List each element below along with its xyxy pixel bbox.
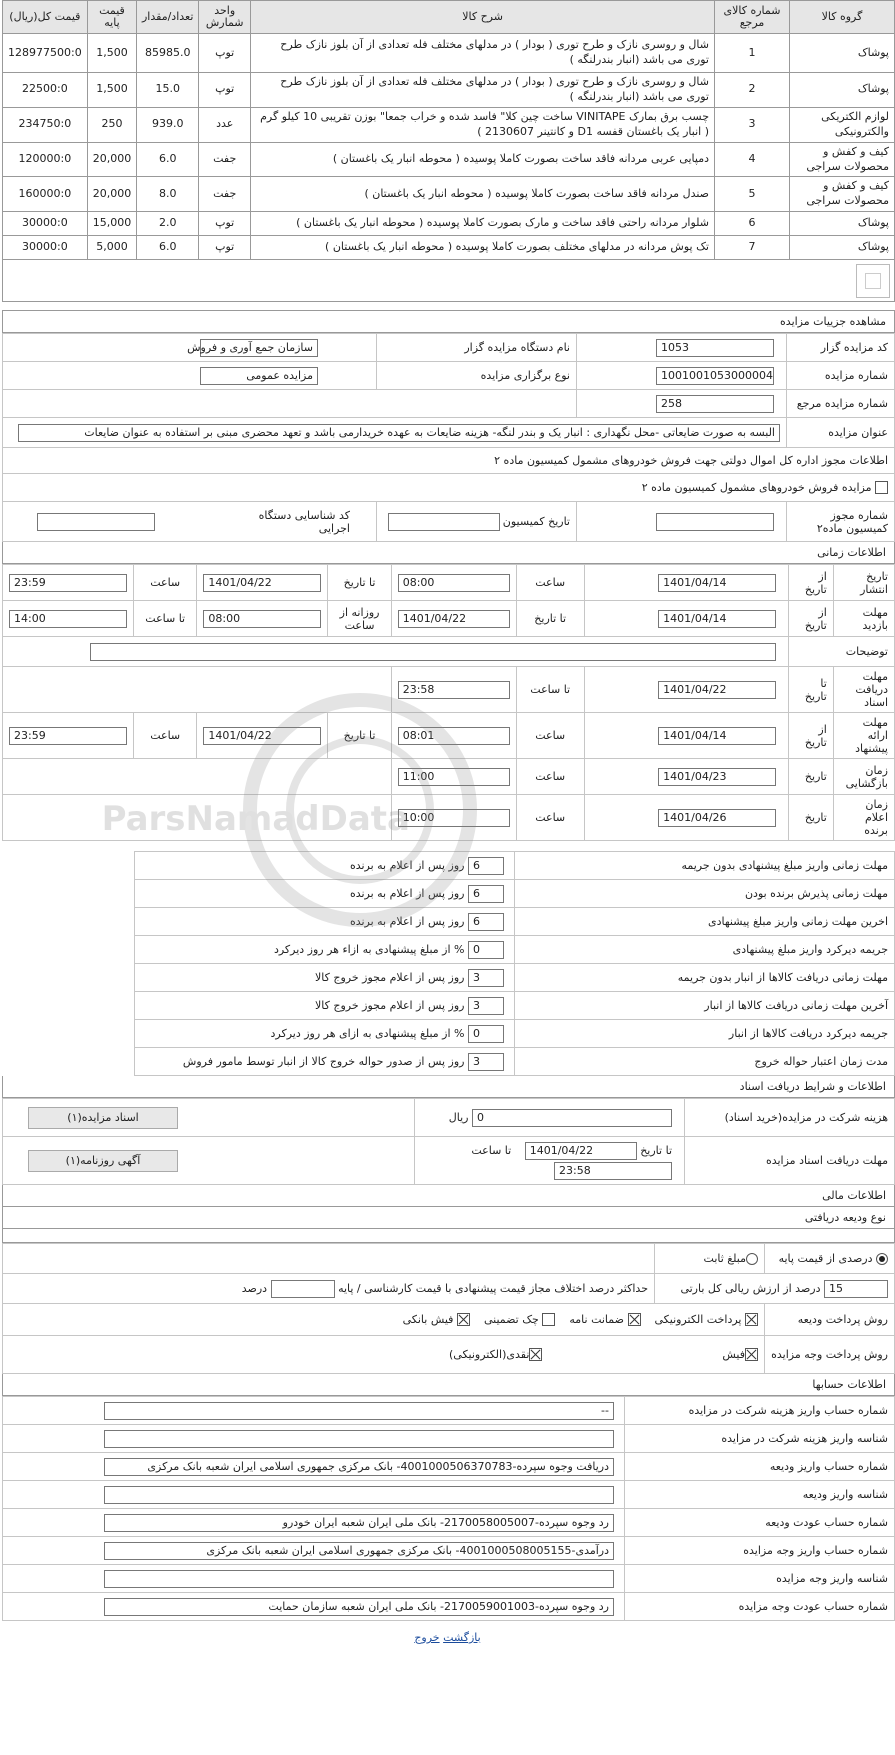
cell-group: لوازم الکتریکی والکترونیکی <box>790 107 895 142</box>
pay-method-checkbox[interactable] <box>745 1313 758 1326</box>
cell-group: پوشاک <box>790 34 895 73</box>
publish-from-date[interactable]: 1401/04/14 <box>658 574 776 592</box>
deadline-label: مهلت زمانی دریافت کالاها از انبار بدون جریمه <box>515 964 895 992</box>
docs-to-hour-label: تا ساعت <box>516 667 584 713</box>
price-method-checkbox[interactable] <box>745 1348 758 1361</box>
finance-title: اطلاعات مالی <box>2 1185 895 1207</box>
time-table <box>2 564 895 841</box>
table-row <box>3 177 895 212</box>
cell-base: 250 <box>87 107 137 142</box>
receive-to-date-label: تا تاریخ <box>640 1143 672 1157</box>
account-row <box>3 1453 895 1481</box>
account-label: شماره حساب عودت ودیعه <box>625 1509 895 1537</box>
cell-unit: توپ <box>199 34 251 73</box>
fixed-label: مبلغ ثابت <box>703 1252 746 1266</box>
cell-total: 128977500:0 <box>3 34 88 73</box>
publish-from-hour-label: ساعت <box>516 565 584 601</box>
account-label: شماره حساب واریز وجه مزایده <box>625 1537 895 1565</box>
cell-base: 20,000 <box>87 177 137 212</box>
notes-field[interactable] <box>90 643 776 661</box>
deadline-row <box>3 852 895 880</box>
cell-group: پوشاک <box>790 73 895 108</box>
permit-info: اطلاعات مجوز اداره کل اموال دولتی جهت فروش خودروهای مشمول کمیسیون ماده ۲ <box>3 448 895 474</box>
pay-method-option[interactable] <box>484 1313 555 1326</box>
account-row <box>3 1397 895 1425</box>
cell-desc: دمپایی عربی مردانه فاقد ساخت بصورت کاملا پوسیده ( محوطه انبار یک باغستان ) <box>251 142 715 177</box>
pay-method-label: فیش بانکی <box>402 1312 454 1326</box>
visit-to-label: تا تاریخ <box>516 601 584 637</box>
deadline-value[interactable]: 6 <box>468 913 504 931</box>
account-field[interactable]: رد وجوه سپرده-2170059001003- بانک ملی ایران شعبه سازمان حمایت <box>104 1598 614 1616</box>
cell-desc: شال و روسری نازک و طرح توری ( بودار ) در مدلهای مختلف فله تعدادی از آن بلوز نازک طرح توری می باشد (انبار بندرلنگه ) <box>251 34 715 73</box>
price-method-option[interactable] <box>722 1348 758 1361</box>
table-row <box>3 236 895 260</box>
cell-refno: 1 <box>715 34 790 73</box>
pay-method-checkbox[interactable] <box>457 1313 470 1326</box>
image-box <box>2 260 895 302</box>
deadline-label: جریمه دیرکرد دریافت کالاها از انبار <box>515 1020 895 1048</box>
visit-daily-label: روزانه از ساعت <box>328 601 391 637</box>
account-field[interactable]: رد وجوه سپرده-2170058005007- بانک ملی ایران شعبه ایران خودرو <box>104 1514 614 1532</box>
details-title: مشاهده جزییات مزایده <box>2 310 895 333</box>
cell-total: 234750:0 <box>3 107 88 142</box>
type-field[interactable]: مزایده عمومی <box>200 367 318 385</box>
open-time[interactable]: 11:00 <box>398 768 510 786</box>
deadline-suffix: % از مبلغ پیشنهادی به ازاء هر روز دیرکرد <box>273 942 465 956</box>
table-row <box>3 142 895 177</box>
cell-unit: عدد <box>199 107 251 142</box>
pay-method-label: روش پرداخت ودیعه <box>765 1304 895 1336</box>
price-method-checkbox[interactable] <box>529 1348 542 1361</box>
percent-radio[interactable] <box>876 1253 888 1265</box>
max-diff-unit: درصد <box>241 1281 268 1295</box>
winner-hour-label: ساعت <box>516 795 584 841</box>
cell-unit: جفت <box>199 142 251 177</box>
deadline-row <box>3 992 895 1020</box>
cell-desc: شلوار مردانه راحتی فاقد ساخت و مارک بصورت کاملا پوسیده ( محوطه انبار یک باغستان ) <box>251 212 715 236</box>
deadline-value[interactable]: 0 <box>468 941 504 959</box>
col-unit: واحد شمارش <box>199 1 251 34</box>
open-date-label: تاریخ <box>789 759 834 795</box>
offer-to-date[interactable]: 1401/04/22 <box>203 727 321 745</box>
deadline-value[interactable]: 0 <box>468 1025 504 1043</box>
col-qty: تعداد/مقدار <box>137 1 199 34</box>
account-label: شناسه واریز هزینه شرکت در مزایده <box>625 1425 895 1453</box>
pay-method-label: پرداخت الکترونیکی <box>654 1312 742 1326</box>
goods-header <box>3 1 895 34</box>
col-total: قیمت کل(ریال) <box>3 1 88 34</box>
cell-desc: شال و روسری نازک و طرح توری ( بودار ) در مدلهای مختلف فله تعدادی از آن بلوز نازک طرح توری می باشد (انبار بندرلنگه ) <box>251 73 715 108</box>
account-row <box>3 1593 895 1621</box>
cell-total: 120000:0 <box>3 142 88 177</box>
ref-field[interactable]: 258 <box>656 395 774 413</box>
publish-from-time[interactable]: 08:00 <box>398 574 510 592</box>
account-row <box>3 1425 895 1453</box>
org-field[interactable]: سازمان جمع آوری و فروش <box>200 339 318 357</box>
image-thumbnail[interactable] <box>856 264 890 298</box>
col-base: قیمت پایه <box>87 1 137 34</box>
spacer <box>2 1229 895 1243</box>
deadline-label: مهلت زمانی واریز مبلغ پیشنهادی بدون جریمه <box>515 852 895 880</box>
fee-field[interactable]: 0 <box>472 1109 672 1127</box>
price-method-label: فیش <box>722 1347 745 1361</box>
deadline-suffix: روز پس از صدور حواله خروج کالا از انبار توسط مامور فروش <box>182 1054 465 1068</box>
visit-from-label: از تاریخ <box>789 601 834 637</box>
deadline-suffix: روز پس از اعلام به برنده <box>349 858 465 872</box>
cell-qty: 939.0 <box>137 107 199 142</box>
cell-desc: تک پوش مردانه در مدلهای مختلف بصورت کاملا پوسیده ( محوطه انبار یک باغستان ) <box>251 236 715 260</box>
cell-base: 5,000 <box>87 236 137 260</box>
visit-to-date[interactable]: 1401/04/22 <box>398 610 510 628</box>
ref-label: شماره مزایده مرجع <box>787 390 895 418</box>
account-label: شماره حساب واریز ودیعه <box>625 1453 895 1481</box>
publish-to-label: تا تاریخ <box>328 565 391 601</box>
account-field[interactable] <box>104 1486 614 1504</box>
watermark-text: ParsNamadData <box>101 799 410 839</box>
pay-method-label: چک تضمینی <box>483 1312 539 1326</box>
percent-field[interactable]: 15 <box>824 1280 888 1298</box>
details-table <box>2 333 895 542</box>
receive-time[interactable]: 23:58 <box>554 1162 672 1180</box>
commission-date-label: تاریخ کمیسیون <box>502 515 570 529</box>
pay-method-option[interactable] <box>655 1313 759 1326</box>
deadline-label: مدت زمان اعتبار حواله خروج <box>515 1048 895 1076</box>
deadline-row <box>3 964 895 992</box>
cell-base: 1,500 <box>87 34 137 73</box>
cell-qty: 85985.0 <box>137 34 199 73</box>
cell-unit: توپ <box>199 212 251 236</box>
cell-total: 30000:0 <box>3 212 88 236</box>
type-label: نوع برگزاری مزایده <box>377 362 577 390</box>
deadline-value[interactable]: 6 <box>468 857 504 875</box>
account-label: شناسه واریز ودیعه <box>625 1481 895 1509</box>
visit-daily-to[interactable]: 14:00 <box>9 610 127 628</box>
cell-group: پوشاک <box>790 236 895 260</box>
docs-title: اطلاعات و شرایط دریافت اسناد <box>2 1076 895 1098</box>
offer-from-hour-label: ساعت <box>516 713 584 759</box>
visit-label: مهلت بازدید <box>833 601 894 637</box>
offer-to-label: تا تاریخ <box>328 713 391 759</box>
cell-group: کیف و کفش و محصولات سراجی <box>790 142 895 177</box>
cell-group: کیف و کفش و محصولات سراجی <box>790 177 895 212</box>
accounts-title: اطلاعات حسابها <box>2 1374 895 1396</box>
finance-table <box>2 1243 895 1374</box>
cell-total: 30000:0 <box>3 236 88 260</box>
account-row <box>3 1509 895 1537</box>
exit-link[interactable]: خروج <box>414 1631 440 1645</box>
time-title: اطلاعات زمانی <box>2 542 895 564</box>
open-label: زمان بازگشایی <box>833 759 894 795</box>
max-diff-label: حداکثر درصد اختلاف مجاز قیمت پیشنهادی با قیمت کارشناسی / پایه <box>338 1281 648 1295</box>
pay-method-option[interactable] <box>403 1313 470 1326</box>
subject-field[interactable]: البسه به صورت ضایعاتی -محل نگهداری : انبار یک و بندر لنگه- هزینه ضایعات به عهده خریدارمی باشد و تعهد محضری مبنی بر استفاده به عنوان ضایعات <box>18 424 780 442</box>
docs-to-date[interactable]: 1401/04/22 <box>658 681 776 699</box>
col-desc: شرح کالا <box>251 1 715 34</box>
account-field[interactable] <box>104 1570 614 1588</box>
number-label: شماره مزایده <box>787 362 895 390</box>
pay-method-option[interactable] <box>569 1313 640 1326</box>
deadline-row <box>3 936 895 964</box>
visit-from-date[interactable]: 1401/04/14 <box>658 610 776 628</box>
deadline-value[interactable]: 3 <box>468 969 504 987</box>
offer-from-date[interactable]: 1401/04/14 <box>658 727 776 745</box>
winner-date[interactable]: 1401/04/26 <box>658 809 776 827</box>
publish-from-label: از تاریخ <box>789 565 834 601</box>
fee-unit: ریال <box>448 1110 469 1124</box>
notes-label: توضیحات <box>789 637 895 667</box>
account-label: شماره حساب واریز هزینه شرکت در مزایده <box>625 1397 895 1425</box>
table-row <box>3 73 895 108</box>
publish-to-time[interactable]: 23:59 <box>9 574 127 592</box>
receive-label: مهلت دریافت اسناد مزایده <box>685 1137 895 1185</box>
cell-qty: 8.0 <box>137 177 199 212</box>
docs-to-time[interactable]: 23:58 <box>398 681 510 699</box>
account-label: شناسه واریز وجه مزایده <box>625 1565 895 1593</box>
car-sale-checkbox[interactable] <box>875 481 888 494</box>
table-row <box>3 34 895 73</box>
exec-code-label: کد شناسایی دستگاه اجرایی <box>258 508 350 535</box>
price-method-option[interactable] <box>449 1348 542 1361</box>
goods-table <box>2 0 895 260</box>
max-diff-field[interactable] <box>271 1280 335 1298</box>
account-field[interactable] <box>104 1430 614 1448</box>
cell-unit: توپ <box>199 236 251 260</box>
deadline-label: اخرین مهلت زمانی واریز مبلغ پیشنهادی <box>515 908 895 936</box>
fee-label: هزینه شرکت در مزایده(خرید اسناد) <box>685 1099 895 1137</box>
cell-refno: 5 <box>715 177 790 212</box>
publish-to-hour-label: ساعت <box>134 565 197 601</box>
cell-total: 160000:0 <box>3 177 88 212</box>
permit-no-label: شماره مجوز کمیسیون ماده۲ <box>787 502 895 542</box>
newspaper-ad-button[interactable]: آگهی روزنامه(۱) <box>28 1150 178 1172</box>
deposit-type-label: نوع ودیعه دریافتی <box>2 1207 895 1229</box>
org-label: نام دستگاه مزایده گزار <box>377 334 577 362</box>
account-label: شماره حساب عودت وجه مزایده <box>625 1593 895 1621</box>
winner-label: زمان اعلام برنده <box>833 795 894 841</box>
cell-qty: 6.0 <box>137 236 199 260</box>
cell-base: 15,000 <box>87 212 137 236</box>
deadline-suffix: روز پس از اعلام مجوز خروج کالا <box>315 998 465 1012</box>
deadline-row <box>3 880 895 908</box>
account-row <box>3 1481 895 1509</box>
accounts-table <box>2 1396 895 1621</box>
cell-base: 1,500 <box>87 73 137 108</box>
footer <box>0 1631 895 1644</box>
account-field[interactable]: درآمدی-400100050800515‌5- بانک مرکزی جمهوری اسلامی ایران شعبه بانک مرکزی <box>104 1542 614 1560</box>
offer-from-label: از تاریخ <box>789 713 834 759</box>
offer-to-hour-label: ساعت <box>134 713 197 759</box>
deadline-value[interactable]: 3 <box>468 997 504 1015</box>
deadlines-table <box>2 851 895 1076</box>
cell-refno: 7 <box>715 236 790 260</box>
offer-label: مهلت ارائه پیشنهاد <box>833 713 894 759</box>
percent-text: درصد از ارزش ریالی کل بارتی <box>680 1281 821 1295</box>
deadline-suffix: روز پس از اعلام به برنده <box>349 886 465 900</box>
open-hour-label: ساعت <box>516 759 584 795</box>
pay-method-checkbox[interactable] <box>628 1313 641 1326</box>
car-sale-label: مزایده فروش خودروهای مشمول کمیسیون ماده ۲ <box>641 480 872 494</box>
commission-date-field[interactable] <box>388 513 500 531</box>
winner-time[interactable]: 10:00 <box>398 809 510 827</box>
deadline-row <box>3 908 895 936</box>
cell-refno: 2 <box>715 73 790 108</box>
cell-unit: توپ <box>199 73 251 108</box>
cell-base: 20,000 <box>87 142 137 177</box>
code-label: کد مزایده گزار <box>787 334 895 362</box>
open-date[interactable]: 1401/04/23 <box>658 768 776 786</box>
price-method-label: نقدی(الکترونیکی) <box>448 1347 530 1361</box>
publish-to-date[interactable]: 1401/04/22 <box>203 574 321 592</box>
publish-label: تاریخ انتشار <box>833 565 894 601</box>
account-row <box>3 1565 895 1593</box>
deadline-row <box>3 1048 895 1076</box>
docs-table <box>2 1098 895 1185</box>
deadline-label: آخرین مهلت زمانی دریافت کالاها از انبار <box>515 992 895 1020</box>
col-group: گروه کالا <box>790 1 895 34</box>
price-method-label: روش پرداخت وجه مزایده <box>765 1336 895 1374</box>
pay-method-checkbox[interactable] <box>542 1313 555 1326</box>
winner-date-label: تاریخ <box>789 795 834 841</box>
back-link[interactable]: بازگشت <box>443 1631 481 1645</box>
deadline-suffix: روز پس از اعلام مجوز خروج کالا <box>315 970 465 984</box>
cell-refno: 4 <box>715 142 790 177</box>
visit-daily-from[interactable]: 08:00 <box>203 610 321 628</box>
cell-qty: 6.0 <box>137 142 199 177</box>
percent-base-label: درصدی از قیمت پایه <box>778 1252 873 1266</box>
deadline-value[interactable]: 3 <box>468 1053 504 1071</box>
fixed-radio[interactable] <box>746 1253 758 1265</box>
cell-refno: 3 <box>715 107 790 142</box>
account-field[interactable]: دریافت وجوه سپرده-400100050637078‌3- بانک مرکزی جمهوری اسلامی ایران شعبه بانک مرکزی <box>104 1458 614 1476</box>
receive-to-hour-label: تا ساعت <box>471 1143 512 1157</box>
offer-to-time[interactable]: 23:59 <box>9 727 127 745</box>
cell-refno: 6 <box>715 212 790 236</box>
cell-unit: جفت <box>199 177 251 212</box>
receive-date[interactable]: 1401/04/22 <box>525 1142 637 1160</box>
deadline-value[interactable]: 6 <box>468 885 504 903</box>
deadline-suffix: روز پس از اعلام به برنده <box>349 914 465 928</box>
subject-label: عنوان مزایده <box>787 418 895 448</box>
auction-docs-button[interactable]: اسناد مزایده(۱) <box>28 1107 178 1129</box>
number-field[interactable]: 1001001053000004 <box>656 367 774 385</box>
table-row <box>3 107 895 142</box>
permit-no-field[interactable] <box>656 513 774 531</box>
cell-total: 22500:0 <box>3 73 88 108</box>
col-refno: شماره کالای مرجع <box>715 1 790 34</box>
cell-qty: 15.0 <box>137 73 199 108</box>
visit-to-hour-label: تا ساعت <box>134 601 197 637</box>
cell-group: پوشاک <box>790 212 895 236</box>
cell-desc: صندل مردانه فاقد ساخت بصورت کاملا پوسیده ( محوطه انبار یک باغستان ) <box>251 177 715 212</box>
account-field[interactable]: -- <box>104 1402 614 1420</box>
account-row <box>3 1537 895 1565</box>
deadline-label: جریمه دیرکرد واریز مبلغ پیشنهادی <box>515 936 895 964</box>
deadline-suffix: % از مبلغ پیشنهادی به ازای هر روز دیرکرد <box>270 1026 465 1040</box>
exec-code-field[interactable] <box>37 513 155 531</box>
code-field[interactable]: 1053 <box>656 339 774 357</box>
docs-to-label: تا تاریخ <box>789 667 834 713</box>
cell-qty: 2.0 <box>137 212 199 236</box>
deadline-label: مهلت زمانی پذیرش برنده بودن <box>515 880 895 908</box>
cell-desc: چسب برق بمارک VINITAPE ساخت چین کلا" فاسد شده و خراب جمعا" بوزن تقریبی 10 کیلو گرم ( انبار یک باغستان قفسه D1 و کانتینر 2130607 ) <box>251 107 715 142</box>
deadline-row <box>3 1020 895 1048</box>
table-row <box>3 212 895 236</box>
offer-from-time[interactable]: 08:01 <box>398 727 510 745</box>
docs-label: مهلت دریافت اسناد <box>833 667 894 713</box>
pay-method-label: ضمانت نامه <box>569 1312 624 1326</box>
